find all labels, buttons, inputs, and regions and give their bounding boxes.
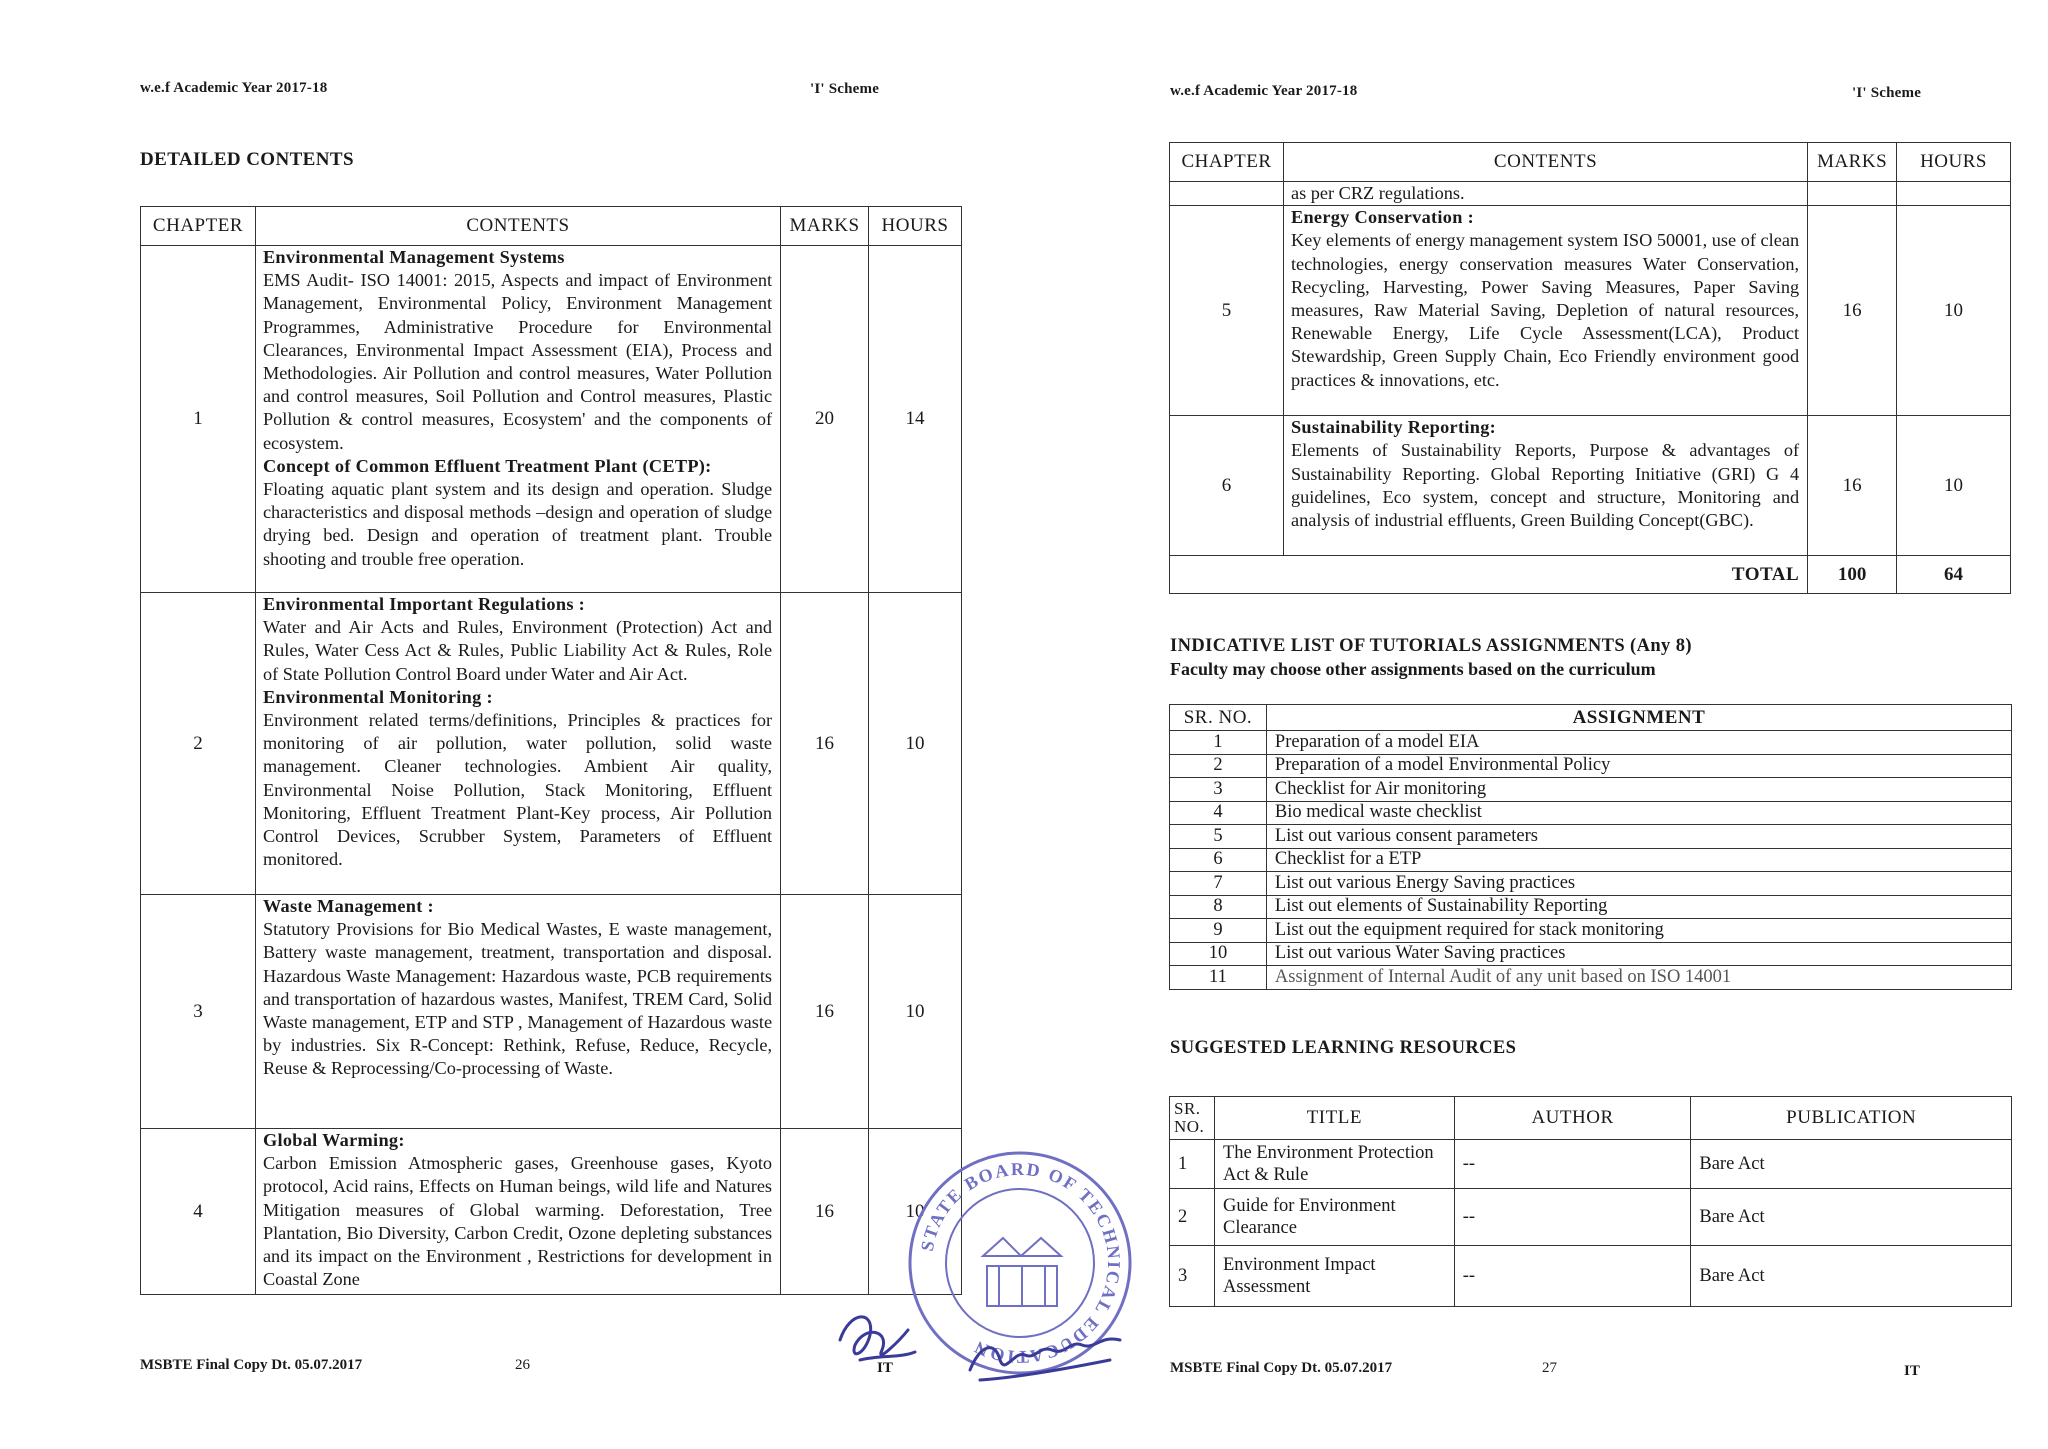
header-sr-no: SR. NO. (1170, 705, 1267, 731)
assignment-sr: 4 (1170, 801, 1267, 825)
topic-text: Statutory Provisions for Bio Medical Wastes, E waste management, Battery waste management, treatment, transportation and disposal. Hazardous Waste Management: Hazardous waste, PCB requirements and transportation of hazardous wastes, Manifest, TREM Card, Solid Waste management, ETP and STP , Management of Hazardous waste by industries. Six R-Concept: Rethink, Refuse, Reduce, Recycle, Reuse & Reprocessing/Co-processing of Waste. (262, 919, 773, 1079)
empty-cell (1808, 182, 1897, 206)
right-footer-department: IT (1904, 1363, 1920, 1379)
assignment-sr: 8 (1170, 895, 1267, 919)
header-sr-no (1170, 1097, 1215, 1140)
header-chapter: CHAPTER (1170, 143, 1284, 182)
assignment-sr: 7 (1170, 872, 1267, 896)
table-row (1170, 872, 2012, 896)
chapter-number: 5 (1170, 206, 1284, 416)
table-row (1170, 966, 2012, 990)
empty-cell (1170, 182, 1284, 206)
topic-title: Waste Management : (262, 896, 434, 916)
header-chapter: CHAPTER (141, 207, 256, 246)
header-title: TITLE (1214, 1097, 1454, 1140)
table-row (1170, 1140, 2012, 1189)
resource-publication: Bare Act (1691, 1140, 2012, 1189)
chapter-number: 3 (141, 895, 256, 1129)
seal-emblem (983, 1238, 1061, 1306)
table-row (1170, 801, 2012, 825)
right-footer-page-number: 27 (1542, 1360, 1557, 1376)
assignment-name: List out various Water Saving practices (1266, 942, 2011, 966)
total-label: TOTAL (1170, 556, 1808, 594)
assignment-name: List out elements of Sustainability Reporting (1266, 895, 2011, 919)
topic-text: Carbon Emission Atmospheric gases, Greenhouse gases, Kyoto protocol, Acid rains, Effects on Human beings, wild life and Natures Mitigation measures of Global warming. Deforestation, Tree Plantation, Bio Diversity, Carbon Credit, Ozone depleting substances and its impact on the Environment , Restrictions for development in Coastal Zone (262, 1153, 773, 1290)
resource-title: The Environment Protection Act & Rule (1214, 1140, 1454, 1189)
table-row (141, 1129, 962, 1295)
chapter-number: 2 (141, 593, 256, 895)
topic-text: Floating aquatic plant system and its design and operation. Sludge characteristics and disposal methods –design and operation of sludge drying bed. Design and operation of treatment plant. Trouble shooting and trouble free operation. (262, 479, 773, 569)
resource-sr: 1 (1170, 1140, 1215, 1189)
topic-title: Environmental Important Regulations : (262, 594, 586, 614)
table-row (1170, 895, 2012, 919)
chapter-hours: 10 (869, 593, 962, 895)
total-marks: 100 (1808, 556, 1897, 594)
empty-cell (1897, 182, 2011, 206)
tutorials-title: INDICATIVE LIST OF TUTORIALS ASSIGNMENTS (Any 8) (1170, 636, 1692, 656)
assignment-sr: 3 (1170, 778, 1267, 802)
assignment-name: Checklist for Air monitoring (1266, 778, 2011, 802)
table-row (1170, 942, 2012, 966)
header-publication: PUBLICATION (1691, 1097, 2012, 1140)
header-marks: MARKS (1808, 143, 1897, 182)
topic-title: Global Warming: (262, 1130, 405, 1150)
resource-sr: 3 (1170, 1246, 1215, 1307)
header-hours: HOURS (869, 207, 962, 246)
chapter-hours: 10 (1897, 206, 2011, 416)
assignment-sr: 10 (1170, 942, 1267, 966)
resource-publication: Bare Act (1691, 1189, 2012, 1246)
detailed-contents-title: DETAILED CONTENTS (140, 149, 354, 170)
table-row (1170, 825, 2012, 849)
resource-publication: Bare Act (1691, 1246, 2012, 1307)
right-header-academic-year: w.e.f Academic Year 2017-18 (1170, 83, 1358, 99)
header-contents: CONTENTS (255, 207, 780, 246)
chapter-contents (1283, 416, 1807, 556)
table-row (1170, 754, 2012, 778)
topic-text: Key elements of energy management system ISO 50001, use of clean technologies, energy conservation measures Water Conservation, Recycling, Harvesting, Power Saving Measures, Paper Saving measures, Raw Material Saving, Depletion of natural resources, Renewable Energy, Life Cycle Assessment(LCA), Product Stewardship, Green Supply Chain, Eco Friendly environment good practices & innovations, etc. (1290, 230, 1800, 390)
left-header-academic-year: w.e.f Academic Year 2017-18 (140, 80, 328, 96)
left-footer-copy: MSBTE Final Copy Dt. 05.07.2017 (140, 1357, 363, 1373)
assignments-table (1169, 704, 2012, 990)
table-row (141, 593, 962, 895)
topic-title: Energy Conservation : (1290, 207, 1474, 228)
chapter-contents (255, 895, 780, 1129)
learning-resources-table (1169, 1096, 2012, 1307)
tutorials-subtitle: Faculty may choose other assignments based on the curriculum (1170, 659, 1656, 679)
right-footer-copy: MSBTE Final Copy Dt. 05.07.2017 (1170, 1360, 1393, 1376)
assignment-sr: 1 (1170, 731, 1267, 755)
table-row (1170, 206, 2011, 416)
assignment-name: Preparation of a model Environmental Policy (1266, 754, 2011, 778)
left-footer-department: IT (877, 1360, 893, 1376)
detailed-contents-table-continued (1169, 142, 2011, 594)
table-row (141, 895, 962, 1129)
chapter-hours: 10 (1897, 416, 2011, 556)
resource-author: -- (1454, 1189, 1691, 1246)
assignment-name: Assignment of Internal Audit of any unit based on ISO 14001 (1266, 966, 2011, 990)
table-row (1170, 919, 2012, 943)
right-header-scheme: 'I' Scheme (1852, 85, 1922, 101)
total-hours: 64 (1897, 556, 2011, 594)
table-row (1170, 778, 2012, 802)
header-author: AUTHOR (1454, 1097, 1691, 1140)
chapter-hours: 14 (869, 246, 962, 593)
seal-ring-textpath: STATE BOARD OF TECHNICAL EDUCATION (916, 1158, 1125, 1368)
header-contents: CONTENTS (1283, 143, 1807, 182)
left-footer-page-number: 26 (515, 1357, 530, 1373)
chapter-number: 6 (1170, 416, 1284, 556)
topic-title: Concept of Common Effluent Treatment Plant (CETP): (262, 455, 712, 476)
topic-text: EMS Audit- ISO 14001: 2015, Aspects and impact of Environment Management, Environmental Policy, Environment Management Programmes, Administrative Procedure for Environmental Clearances, Environmental Impact Assessment (EIA), Process and Methodologies. Air Pollution and control measures, Water Pollution and control measures, Soil Pollution and Control measures, Plastic Pollution & control measures, Ecosystem' and the components of ecosystem. (262, 270, 773, 453)
header-assignment: ASSIGNMENT (1266, 705, 2011, 731)
table-row (1170, 848, 2012, 872)
topic-title: Environmental Monitoring : (262, 686, 493, 707)
chapter-contents (255, 246, 780, 593)
chapter-marks: 16 (781, 1129, 869, 1295)
table-row (1170, 1189, 2012, 1246)
topic-title: Sustainability Reporting: (1290, 417, 1497, 438)
resource-author: -- (1454, 1246, 1691, 1307)
table-row (1170, 1246, 2012, 1307)
chapter-contents (255, 593, 780, 895)
resource-title: Guide for Environment Clearance (1214, 1189, 1454, 1246)
chapter-marks: 16 (781, 593, 869, 895)
table-header-row (141, 207, 962, 246)
assignment-sr: 9 (1170, 919, 1267, 943)
assignment-name: List out various consent parameters (1266, 825, 2011, 849)
chapter-number: 1 (141, 246, 256, 593)
assignment-sr: 6 (1170, 848, 1267, 872)
resources-title: SUGGESTED LEARNING RESOURCES (1170, 1038, 1517, 1058)
topic-text: Environment related terms/definitions, Principles & practices for monitoring of air pollution, water pollution, solid waste management. Cleaner technologies. Ambient Air quality, Environmental Noise Pollution, Stack Monitoring, Effluent Monitoring, Effluent Treatment Plant-Key process, Air Pollution Control Devices, Scrubber System, Parameters of Effluent monitored. (262, 710, 773, 870)
resources-header-row (1170, 1097, 2012, 1140)
handwritten-signature (820, 1300, 1140, 1395)
assignment-sr: 5 (1170, 825, 1267, 849)
assignment-sr: 2 (1170, 754, 1267, 778)
chapter-marks: 16 (781, 895, 869, 1129)
assignment-name: Preparation of a model EIA (1266, 731, 2011, 755)
table-row (1170, 731, 2012, 755)
topic-title: Environmental Management Systems (262, 247, 565, 267)
assignment-name: List out various Energy Saving practices (1266, 872, 2011, 896)
topic-text: Water and Air Acts and Rules, Environment (Protection) Act and Rules, Water Cess Act & Rules, Public Liability Act & Rules, Role of State Pollution Control Board under Water and Air Act. (262, 617, 773, 684)
total-row (1170, 556, 2011, 594)
header-marks: MARKS (781, 207, 869, 246)
left-header-scheme: 'I' Scheme (810, 81, 880, 97)
signature-strokes (840, 1317, 1120, 1380)
chapter-number: 4 (141, 1129, 256, 1295)
chapter-marks: 20 (781, 246, 869, 593)
chapter-marks: 16 (1808, 206, 1897, 416)
chapter-marks: 16 (1808, 416, 1897, 556)
chapter-contents (255, 1129, 780, 1295)
assignment-sr: 11 (1170, 966, 1267, 990)
assignment-name: Bio medical waste checklist (1266, 801, 2011, 825)
detailed-contents-table (140, 206, 962, 1295)
chapter-contents (1283, 206, 1807, 416)
table-row (141, 246, 962, 593)
chapter-hours: 10 (869, 1129, 962, 1295)
table-header-row (1170, 143, 2011, 182)
resource-author: -- (1454, 1140, 1691, 1189)
assignments-header-row (1170, 705, 2012, 731)
table-row-continuation (1170, 182, 2011, 206)
continuation-text: as per CRZ regulations. (1283, 182, 1807, 206)
assignment-name: Checklist for a ETP (1266, 848, 2011, 872)
header-sr-line2: NO. (1174, 1117, 1205, 1136)
resource-title: Environment Impact Assessment (1214, 1246, 1454, 1307)
topic-text: Elements of Sustainability Reports, Purpose & advantages of Sustainability Reporting. Global Reporting Initiative (GRI) G 4 guidelines, Eco system, concept and structure, Monitoring and analysis of industrial effluents, Green Building Concept(GBC). (1290, 440, 1800, 531)
table-row (1170, 416, 2011, 556)
resource-sr: 2 (1170, 1189, 1215, 1246)
right-page (1024, 0, 2048, 1449)
header-sr-line1: SR. (1174, 1099, 1201, 1118)
assignment-name: List out the equipment required for stack monitoring (1266, 919, 2011, 943)
header-hours: HOURS (1897, 143, 2011, 182)
chapter-hours: 10 (869, 895, 962, 1129)
